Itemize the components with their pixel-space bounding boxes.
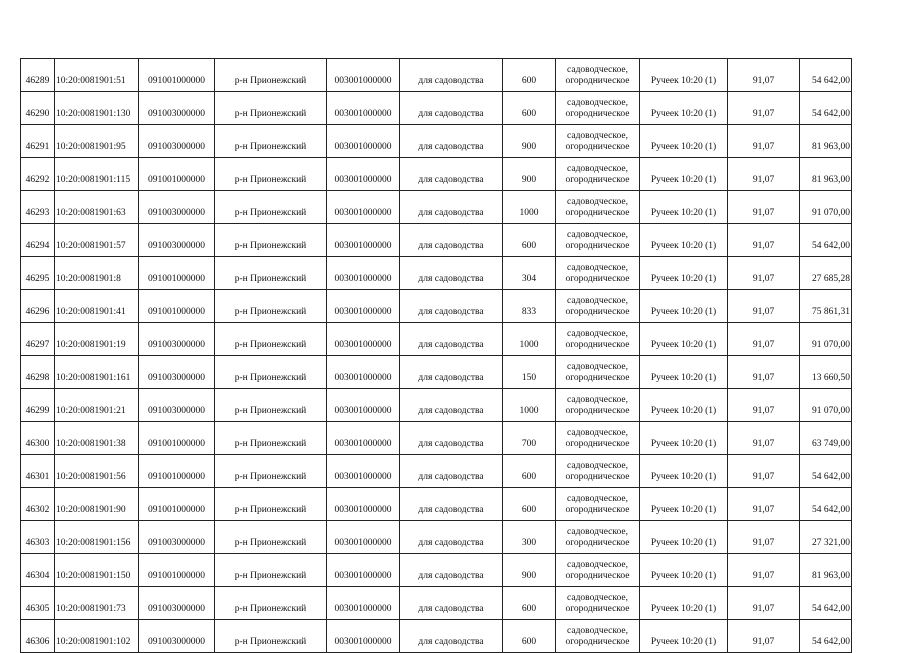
permitted-use-cell: для садоводства xyxy=(400,422,503,455)
oktmo-code-cell: 003001000000 xyxy=(327,158,400,191)
row-number-cell: 46300 xyxy=(21,422,55,455)
permitted-use-cell: для садоводства xyxy=(400,158,503,191)
permitted-use-cell: для садоводства xyxy=(400,455,503,488)
use-category-cell xyxy=(556,191,640,224)
district-cell: р-н Прионежский xyxy=(215,587,327,620)
use-category-line: огородническое xyxy=(565,604,630,614)
row-number-cell: 46290 xyxy=(21,92,55,125)
valuation-zone-cell: Ручеек 10:20 (1) xyxy=(640,356,728,389)
use-category-line: огородническое xyxy=(565,175,630,185)
use-category-line: огородническое xyxy=(565,109,630,119)
specific-value-cell: 91,07 xyxy=(728,620,800,653)
row-number-cell: 46292 xyxy=(21,158,55,191)
oktmo-code-cell: 003001000000 xyxy=(327,521,400,554)
use-category-line: садоводческое, xyxy=(567,461,628,471)
use-category-line: садоводческое, xyxy=(567,395,628,405)
use-category-line: огородническое xyxy=(565,505,630,515)
valuation-zone-cell: Ручеек 10:20 (1) xyxy=(640,92,728,125)
use-category-line: огородническое xyxy=(565,538,630,548)
table-row xyxy=(21,191,852,224)
valuation-zone-cell: Ручеек 10:20 (1) xyxy=(640,521,728,554)
area-cell: 1000 xyxy=(503,191,556,224)
table-row xyxy=(21,587,852,620)
specific-value-cell: 91,07 xyxy=(728,422,800,455)
table-row xyxy=(21,257,852,290)
use-category-line: огородническое xyxy=(565,274,630,284)
valuation-zone-cell: Ручеек 10:20 (1) xyxy=(640,620,728,653)
use-category-line: садоводческое, xyxy=(567,197,628,207)
table-row xyxy=(21,620,852,653)
valuation-zone-cell: Ручеек 10:20 (1) xyxy=(640,488,728,521)
cadastral-value-table xyxy=(20,58,852,653)
specific-value-cell: 91,07 xyxy=(728,587,800,620)
use-category-cell xyxy=(556,422,640,455)
district-cell: р-н Прионежский xyxy=(215,224,327,257)
district-cell: р-н Прионежский xyxy=(215,521,327,554)
specific-value-cell: 91,07 xyxy=(728,59,800,92)
area-cell: 900 xyxy=(503,554,556,587)
oktmo-code-cell: 003001000000 xyxy=(327,554,400,587)
use-category-line: садоводческое, xyxy=(567,560,628,570)
cadastral-number-cell: 10:20:0081901:73 xyxy=(55,587,139,620)
area-cell: 900 xyxy=(503,158,556,191)
use-category-line: садоводческое, xyxy=(567,65,628,75)
table-row xyxy=(21,224,852,257)
use-category-cell xyxy=(556,125,640,158)
row-number-cell: 46295 xyxy=(21,257,55,290)
cadastral-value-cell: 63 749,00 xyxy=(800,422,852,455)
use-category-line: садоводческое, xyxy=(567,164,628,174)
use-category-line: садоводческое, xyxy=(567,329,628,339)
district-cell: р-н Прионежский xyxy=(215,323,327,356)
okato-code-cell: 091003000000 xyxy=(139,191,215,224)
district-cell: р-н Прионежский xyxy=(215,389,327,422)
cadastral-value-cell: 27 685,28 xyxy=(800,257,852,290)
use-category-cell xyxy=(556,455,640,488)
use-category-cell xyxy=(556,554,640,587)
district-cell: р-н Прионежский xyxy=(215,620,327,653)
district-cell: р-н Прионежский xyxy=(215,554,327,587)
valuation-zone-cell: Ручеек 10:20 (1) xyxy=(640,158,728,191)
district-cell: р-н Прионежский xyxy=(215,59,327,92)
valuation-zone-cell: Ручеек 10:20 (1) xyxy=(640,290,728,323)
valuation-zone-cell: Ручеек 10:20 (1) xyxy=(640,257,728,290)
cadastral-value-cell: 54 642,00 xyxy=(800,455,852,488)
use-category-line: садоводческое, xyxy=(567,230,628,240)
specific-value-cell: 91,07 xyxy=(728,224,800,257)
okato-code-cell: 091001000000 xyxy=(139,158,215,191)
table-row xyxy=(21,455,852,488)
cadastral-number-cell: 10:20:0081901:130 xyxy=(55,92,139,125)
district-cell: р-н Прионежский xyxy=(215,158,327,191)
area-cell: 600 xyxy=(503,488,556,521)
cadastral-value-cell: 81 963,00 xyxy=(800,125,852,158)
use-category-cell xyxy=(556,290,640,323)
use-category-cell xyxy=(556,356,640,389)
cadastral-number-cell: 10:20:0081901:56 xyxy=(55,455,139,488)
cadastral-value-cell: 54 642,00 xyxy=(800,488,852,521)
use-category-line: садоводческое, xyxy=(567,494,628,504)
table-row xyxy=(21,92,852,125)
okato-code-cell: 091001000000 xyxy=(139,455,215,488)
use-category-cell xyxy=(556,158,640,191)
area-cell: 600 xyxy=(503,587,556,620)
use-category-line: садоводческое, xyxy=(567,428,628,438)
permitted-use-cell: для садоводства xyxy=(400,191,503,224)
permitted-use-cell: для садоводства xyxy=(400,554,503,587)
cadastral-number-cell: 10:20:0081901:150 xyxy=(55,554,139,587)
table-row xyxy=(21,554,852,587)
specific-value-cell: 91,07 xyxy=(728,356,800,389)
row-number-cell: 46294 xyxy=(21,224,55,257)
oktmo-code-cell: 003001000000 xyxy=(327,125,400,158)
district-cell: р-н Прионежский xyxy=(215,257,327,290)
permitted-use-cell: для садоводства xyxy=(400,521,503,554)
okato-code-cell: 091003000000 xyxy=(139,92,215,125)
cadastral-value-cell: 81 963,00 xyxy=(800,158,852,191)
district-cell: р-н Прионежский xyxy=(215,455,327,488)
oktmo-code-cell: 003001000000 xyxy=(327,290,400,323)
use-category-cell xyxy=(556,323,640,356)
cadastral-number-cell: 10:20:0081901:8 xyxy=(55,257,139,290)
row-number-cell: 46289 xyxy=(21,59,55,92)
oktmo-code-cell: 003001000000 xyxy=(327,356,400,389)
use-category-line: огородническое xyxy=(565,373,630,383)
table-row xyxy=(21,521,852,554)
use-category-line: садоводческое, xyxy=(567,131,628,141)
use-category-cell xyxy=(556,587,640,620)
cadastral-value-cell: 54 642,00 xyxy=(800,224,852,257)
valuation-zone-cell: Ручеек 10:20 (1) xyxy=(640,422,728,455)
cadastral-value-cell: 54 642,00 xyxy=(800,59,852,92)
specific-value-cell: 91,07 xyxy=(728,125,800,158)
permitted-use-cell: для садоводства xyxy=(400,356,503,389)
district-cell: р-н Прионежский xyxy=(215,290,327,323)
valuation-zone-cell: Ручеек 10:20 (1) xyxy=(640,323,728,356)
cadastral-number-cell: 10:20:0081901:51 xyxy=(55,59,139,92)
table-row xyxy=(21,356,852,389)
table-row xyxy=(21,488,852,521)
cadastral-value-cell: 75 861,31 xyxy=(800,290,852,323)
cadastral-number-cell: 10:20:0081901:95 xyxy=(55,125,139,158)
okato-code-cell: 091003000000 xyxy=(139,620,215,653)
cadastral-value-cell: 27 321,00 xyxy=(800,521,852,554)
okato-code-cell: 091001000000 xyxy=(139,488,215,521)
cadastral-number-cell: 10:20:0081901:90 xyxy=(55,488,139,521)
specific-value-cell: 91,07 xyxy=(728,455,800,488)
use-category-cell xyxy=(556,224,640,257)
use-category-line: огородническое xyxy=(565,571,630,581)
cadastral-value-cell: 13 660,50 xyxy=(800,356,852,389)
table-row xyxy=(21,125,852,158)
cadastral-number-cell: 10:20:0081901:161 xyxy=(55,356,139,389)
use-category-cell xyxy=(556,92,640,125)
oktmo-code-cell: 003001000000 xyxy=(327,389,400,422)
specific-value-cell: 91,07 xyxy=(728,191,800,224)
area-cell: 300 xyxy=(503,521,556,554)
use-category-line: огородническое xyxy=(565,472,630,482)
permitted-use-cell: для садоводства xyxy=(400,587,503,620)
valuation-zone-cell: Ручеек 10:20 (1) xyxy=(640,389,728,422)
use-category-line: огородническое xyxy=(565,208,630,218)
table-body xyxy=(21,59,852,653)
use-category-line: садоводческое, xyxy=(567,593,628,603)
permitted-use-cell: для садоводства xyxy=(400,290,503,323)
district-cell: р-н Прионежский xyxy=(215,92,327,125)
specific-value-cell: 91,07 xyxy=(728,323,800,356)
row-number-cell: 46304 xyxy=(21,554,55,587)
okato-code-cell: 091003000000 xyxy=(139,521,215,554)
use-category-line: садоводческое, xyxy=(567,98,628,108)
okato-code-cell: 091001000000 xyxy=(139,554,215,587)
use-category-line: огородническое xyxy=(565,142,630,152)
area-cell: 600 xyxy=(503,455,556,488)
permitted-use-cell: для садоводства xyxy=(400,59,503,92)
use-category-cell xyxy=(556,389,640,422)
use-category-cell xyxy=(556,620,640,653)
specific-value-cell: 91,07 xyxy=(728,488,800,521)
district-cell: р-н Прионежский xyxy=(215,488,327,521)
cadastral-value-cell: 54 642,00 xyxy=(800,620,852,653)
cadastral-number-cell: 10:20:0081901:38 xyxy=(55,422,139,455)
cadastral-value-cell: 54 642,00 xyxy=(800,587,852,620)
specific-value-cell: 91,07 xyxy=(728,389,800,422)
use-category-line: садоводческое, xyxy=(567,296,628,306)
okato-code-cell: 091003000000 xyxy=(139,125,215,158)
cadastral-number-cell: 10:20:0081901:19 xyxy=(55,323,139,356)
okato-code-cell: 091003000000 xyxy=(139,323,215,356)
row-number-cell: 46303 xyxy=(21,521,55,554)
valuation-zone-cell: Ручеек 10:20 (1) xyxy=(640,191,728,224)
oktmo-code-cell: 003001000000 xyxy=(327,488,400,521)
oktmo-code-cell: 003001000000 xyxy=(327,323,400,356)
okato-code-cell: 091001000000 xyxy=(139,422,215,455)
permitted-use-cell: для садоводства xyxy=(400,92,503,125)
area-cell: 700 xyxy=(503,422,556,455)
row-number-cell: 46306 xyxy=(21,620,55,653)
row-number-cell: 46299 xyxy=(21,389,55,422)
specific-value-cell: 91,07 xyxy=(728,257,800,290)
use-category-cell xyxy=(556,521,640,554)
row-number-cell: 46302 xyxy=(21,488,55,521)
district-cell: р-н Прионежский xyxy=(215,356,327,389)
use-category-line: садоводческое, xyxy=(567,527,628,537)
row-number-cell: 46293 xyxy=(21,191,55,224)
permitted-use-cell: для садоводства xyxy=(400,323,503,356)
cadastral-number-cell: 10:20:0081901:156 xyxy=(55,521,139,554)
oktmo-code-cell: 003001000000 xyxy=(327,257,400,290)
use-category-line: огородническое xyxy=(565,637,630,647)
permitted-use-cell: для садоводства xyxy=(400,389,503,422)
use-category-cell xyxy=(556,488,640,521)
area-cell: 1000 xyxy=(503,323,556,356)
specific-value-cell: 91,07 xyxy=(728,158,800,191)
oktmo-code-cell: 003001000000 xyxy=(327,620,400,653)
oktmo-code-cell: 003001000000 xyxy=(327,59,400,92)
table-row xyxy=(21,59,852,92)
table-row xyxy=(21,422,852,455)
cadastral-value-cell: 54 642,00 xyxy=(800,92,852,125)
cadastral-number-cell: 10:20:0081901:63 xyxy=(55,191,139,224)
okato-code-cell: 091003000000 xyxy=(139,389,215,422)
table-row xyxy=(21,290,852,323)
permitted-use-cell: для садоводства xyxy=(400,257,503,290)
table-row xyxy=(21,323,852,356)
cadastral-value-cell: 91 070,00 xyxy=(800,323,852,356)
use-category-line: садоводческое, xyxy=(567,362,628,372)
area-cell: 150 xyxy=(503,356,556,389)
area-cell: 600 xyxy=(503,224,556,257)
row-number-cell: 46305 xyxy=(21,587,55,620)
valuation-zone-cell: Ручеек 10:20 (1) xyxy=(640,554,728,587)
permitted-use-cell: для садоводства xyxy=(400,224,503,257)
permitted-use-cell: для садоводства xyxy=(400,620,503,653)
valuation-zone-cell: Ручеек 10:20 (1) xyxy=(640,587,728,620)
okato-code-cell: 091003000000 xyxy=(139,587,215,620)
use-category-line: огородническое xyxy=(565,439,630,449)
permitted-use-cell: для садоводства xyxy=(400,488,503,521)
cadastral-value-cell: 91 070,00 xyxy=(800,389,852,422)
use-category-line: огородническое xyxy=(565,340,630,350)
okato-code-cell: 091003000000 xyxy=(139,356,215,389)
specific-value-cell: 91,07 xyxy=(728,554,800,587)
valuation-zone-cell: Ручеек 10:20 (1) xyxy=(640,455,728,488)
okato-code-cell: 091001000000 xyxy=(139,257,215,290)
row-number-cell: 46297 xyxy=(21,323,55,356)
area-cell: 304 xyxy=(503,257,556,290)
oktmo-code-cell: 003001000000 xyxy=(327,92,400,125)
table-row xyxy=(21,158,852,191)
cadastral-number-cell: 10:20:0081901:21 xyxy=(55,389,139,422)
okato-code-cell: 091003000000 xyxy=(139,224,215,257)
use-category-cell xyxy=(556,59,640,92)
use-category-line: огородническое xyxy=(565,241,630,251)
row-number-cell: 46296 xyxy=(21,290,55,323)
district-cell: р-н Прионежский xyxy=(215,422,327,455)
oktmo-code-cell: 003001000000 xyxy=(327,191,400,224)
cadastral-number-cell: 10:20:0081901:57 xyxy=(55,224,139,257)
valuation-zone-cell: Ручеек 10:20 (1) xyxy=(640,224,728,257)
use-category-line: огородническое xyxy=(565,76,630,86)
cadastral-number-cell: 10:20:0081901:41 xyxy=(55,290,139,323)
use-category-line: садоводческое, xyxy=(567,263,628,273)
row-number-cell: 46301 xyxy=(21,455,55,488)
oktmo-code-cell: 003001000000 xyxy=(327,455,400,488)
row-number-cell: 46298 xyxy=(21,356,55,389)
cadastral-number-cell: 10:20:0081901:115 xyxy=(55,158,139,191)
oktmo-code-cell: 003001000000 xyxy=(327,587,400,620)
valuation-zone-cell: Ручеек 10:20 (1) xyxy=(640,59,728,92)
okato-code-cell: 091001000000 xyxy=(139,59,215,92)
area-cell: 600 xyxy=(503,620,556,653)
specific-value-cell: 91,07 xyxy=(728,521,800,554)
area-cell: 1000 xyxy=(503,389,556,422)
okato-code-cell: 091001000000 xyxy=(139,290,215,323)
use-category-line: огородническое xyxy=(565,307,630,317)
oktmo-code-cell: 003001000000 xyxy=(327,224,400,257)
specific-value-cell: 91,07 xyxy=(728,290,800,323)
cadastral-value-cell: 91 070,00 xyxy=(800,191,852,224)
permitted-use-cell: для садоводства xyxy=(400,125,503,158)
table-row xyxy=(21,389,852,422)
area-cell: 833 xyxy=(503,290,556,323)
area-cell: 900 xyxy=(503,125,556,158)
cadastral-number-cell: 10:20:0081901:102 xyxy=(55,620,139,653)
use-category-line: огородническое xyxy=(565,406,630,416)
valuation-zone-cell: Ручеек 10:20 (1) xyxy=(640,125,728,158)
area-cell: 600 xyxy=(503,92,556,125)
district-cell: р-н Прионежский xyxy=(215,191,327,224)
use-category-cell xyxy=(556,257,640,290)
area-cell: 600 xyxy=(503,59,556,92)
row-number-cell: 46291 xyxy=(21,125,55,158)
oktmo-code-cell: 003001000000 xyxy=(327,422,400,455)
district-cell: р-н Прионежский xyxy=(215,125,327,158)
specific-value-cell: 91,07 xyxy=(728,92,800,125)
cadastral-value-cell: 81 963,00 xyxy=(800,554,852,587)
use-category-line: садоводческое, xyxy=(567,626,628,636)
